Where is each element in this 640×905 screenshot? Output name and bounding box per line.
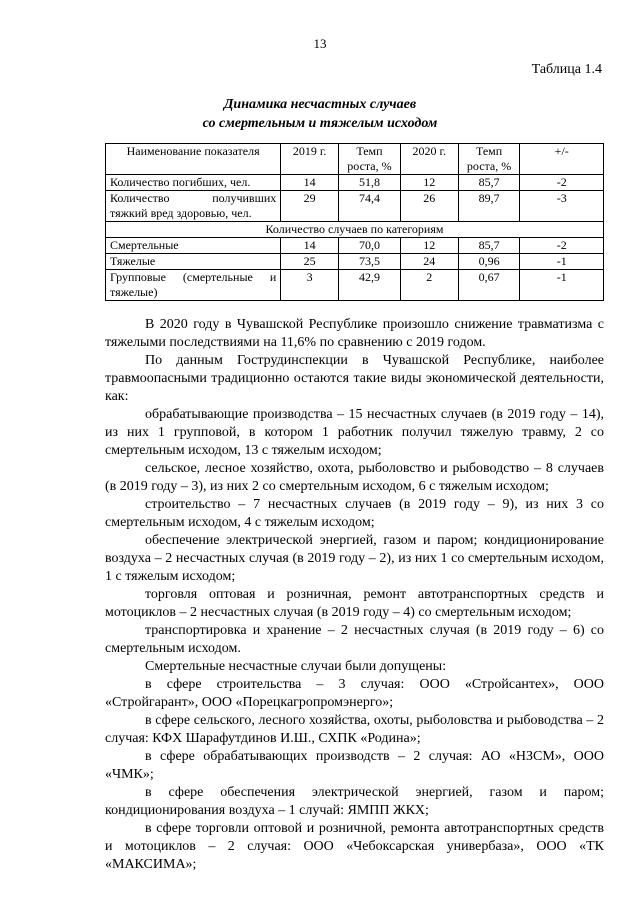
cell-growth-2020: 85,7 [458, 238, 520, 254]
header-diff: +/- [520, 144, 604, 175]
cell-growth-2019: 51,8 [339, 175, 401, 191]
cell-growth-2020: 85,7 [458, 175, 520, 191]
paragraph: сельское, лесное хозяйство, охота, рыболовство и рыбоводство – 8 случаев (в 2019 году – 3), из них 2 со смертельным исходом, 6 с тяжелым исходом; [105, 461, 604, 494]
cell-2020: 26 [400, 191, 458, 222]
header-2020: 2020 г. [400, 144, 458, 175]
header-growth-2020: Темп роста, % [458, 144, 520, 175]
cell-growth-2019: 74,4 [339, 191, 401, 222]
table-row [106, 270, 604, 301]
cell-diff: -3 [520, 191, 604, 222]
cell-2020: 2 [400, 270, 458, 301]
paragraph: в сфере сельского, лесного хозяйства, охоты, рыболовства и рыбоводства – 2 случая: КФХ Шарафутдинов И.Ш., СХПК «Родина»; [105, 713, 604, 746]
title-line-2: со смертельным и тяжелым исходом [202, 116, 438, 131]
table-row [106, 238, 604, 254]
table-title [0, 95, 640, 133]
table-row [106, 254, 604, 270]
paragraph: обеспечение электрической энергией, газом и паром; кондиционирование воздуха – 2 несчастных случая (в 2019 году – 2), из них 1 со смертельным исходом, 1 с тяжелым исходом; [105, 533, 604, 584]
cell-2019: 25 [281, 254, 339, 270]
cell-name: Групповые (смертельные и тяжелые) [106, 270, 281, 301]
paragraph: транспортировка и хранение – 2 несчастных случая (в 2019 году – 6) со смертельным исходом. [105, 623, 604, 656]
cell-diff: -1 [520, 254, 604, 270]
paragraph: обрабатывающие производства – 15 несчастных случаев (в 2019 году – 14), из них 1 групповой, в котором 1 работник получил тяжелую травму, 2 со смертельным исходом, 13 с тяжелым исходом; [105, 407, 604, 458]
cell-2019: 14 [281, 175, 339, 191]
cell-2020: 12 [400, 175, 458, 191]
table-section-row [106, 222, 604, 238]
paragraph: торговля оптовая и розничная, ремонт автотранспортных средств и мотоциклов – 2 несчастных случая (в 2019 году – 4) со смертельным исходом; [105, 587, 604, 620]
cell-diff: -1 [520, 270, 604, 301]
body-text [105, 316, 604, 874]
paragraph: в сфере обрабатывающих производств – 2 случая: АО «НЗСМ», ООО «ЧМК»; [105, 749, 604, 782]
table-label: Таблица 1.4 [531, 62, 602, 77]
cell-name: Тяжелые [106, 254, 281, 270]
cell-growth-2019: 42,9 [339, 270, 401, 301]
injury-table [105, 143, 604, 301]
header-growth-2019: Темп роста, % [339, 144, 401, 175]
cell-growth-2020: 0,67 [458, 270, 520, 301]
cell-diff: -2 [520, 238, 604, 254]
cell-name: Смертельные [106, 238, 281, 254]
cell-growth-2020: 89,7 [458, 191, 520, 222]
cell-growth-2019: 70,0 [339, 238, 401, 254]
paragraph: строительство – 7 несчастных случаев (в 2019 году – 9), из них 3 со смертельным исходом, 4 с тяжелым исходом; [105, 497, 604, 530]
paragraph: в сфере торговли оптовой и розничной, ремонта автотранспортных средств и мотоциклов – 2 случая: ООО «Чебоксарская универбаза», ООО «ТК «МАКСИМА»; [105, 821, 604, 872]
cell-2019: 14 [281, 238, 339, 254]
cell-2019: 29 [281, 191, 339, 222]
paragraph: По данным Гострудинспекции в Чувашской Республике, наиболее травмоопасными традиционно остаются такие виды экономической деятельности, как: [105, 353, 604, 404]
page-number: 13 [313, 36, 327, 51]
cell-diff: -2 [520, 175, 604, 191]
header-2019: 2019 г. [281, 144, 339, 175]
table-header-row [106, 144, 604, 175]
table-row [106, 191, 604, 222]
title-line-1: Динамика несчастных случаев [223, 97, 417, 112]
cell-growth-2019: 73,5 [339, 254, 401, 270]
cell-2019: 3 [281, 270, 339, 301]
cell-growth-2020: 0,96 [458, 254, 520, 270]
header-indicator: Наименование показателя [106, 144, 281, 175]
paragraph: Смертельные несчастные случаи были допущены: [145, 659, 447, 674]
cell-2020: 12 [400, 238, 458, 254]
paragraph: в сфере обеспечения электрической энергией, газом и паром; кондиционирования воздуха – 1 случай: ЯМПП ЖКХ; [105, 785, 604, 818]
paragraph: В 2020 году в Чувашской Республике произошло снижение травматизма с тяжелыми последствиями на 11,6% по сравнению с 2019 годом. [105, 317, 604, 350]
paragraph: в сфере строительства – 3 случая: ООО «Стройсантех», ООО «Стройгарант», ООО «Порецкагропромэнерго»; [105, 677, 604, 710]
section-heading: Количество случаев по категориям [106, 222, 604, 238]
cell-name: Количество получивших тяжкий вред здоровью, чел. [106, 191, 281, 222]
cell-2020: 24 [400, 254, 458, 270]
cell-name: Количество погибших, чел. [106, 175, 281, 191]
table-row [106, 175, 604, 191]
